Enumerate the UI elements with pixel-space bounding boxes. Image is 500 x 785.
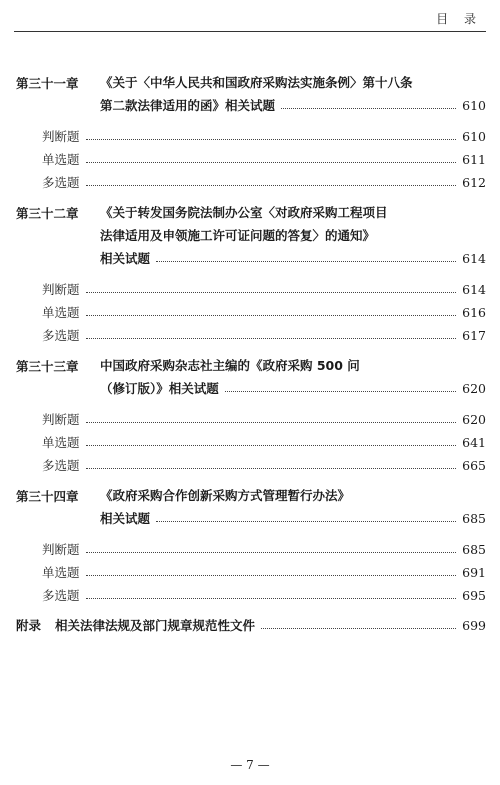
toc-item-line	[42, 432, 486, 452]
leader-dots	[86, 444, 456, 446]
item-page-number: 691	[462, 564, 486, 580]
leader-dots	[86, 467, 456, 469]
item-page-number: 614	[462, 281, 486, 297]
leader-dots	[156, 520, 456, 522]
leader-dots	[86, 314, 456, 316]
toc-item-line	[42, 409, 486, 429]
chapter-title-line: 法律适用及申领施工许可证问题的答复〉的通知》	[100, 228, 376, 243]
leader-dots	[86, 597, 456, 599]
toc-chapter-line	[0, 225, 486, 245]
header-rule	[14, 31, 486, 32]
chapter-number: 第三十四章	[16, 489, 79, 504]
toc-item-line	[42, 585, 486, 605]
chapter-title-line: 第二款法律适用的函》相关试题	[100, 98, 276, 113]
appendix-title: 相关法律法规及部门规章规范性文件	[55, 618, 256, 633]
leader-dots	[86, 551, 456, 553]
question-type-label: 多选题	[42, 458, 80, 473]
item-page-number: 641	[462, 434, 486, 450]
leader-dots	[86, 138, 456, 140]
item-page-number: 620	[462, 411, 486, 427]
chapter-title-line: 《政府采购合作创新采购方式管理暂行办法》	[100, 488, 351, 503]
toc-chapter-line	[0, 72, 486, 92]
chapter-page-number: 614	[462, 250, 486, 266]
leader-dots	[86, 291, 456, 293]
chapter-title-line: 《关于〈中华人民共和国政府采购法实施条例〉第十八条	[100, 75, 413, 90]
question-type-label: 判断题	[42, 542, 80, 557]
chapter-number: 第三十一章	[16, 76, 79, 91]
question-type-label: 多选题	[42, 328, 80, 343]
chapter-title-line: 中国政府采购杂志社主编的《政府采购 500 问	[100, 358, 360, 373]
toc-item-line	[42, 325, 486, 345]
question-type-label: 单选题	[42, 435, 80, 450]
toc-item-line	[42, 172, 486, 192]
toc-chapter-line	[0, 202, 486, 222]
chapter-title-line: （修订版）》相关试题	[100, 381, 219, 396]
item-page-number: 616	[462, 304, 486, 320]
toc-item-line	[42, 562, 486, 582]
chapter-page-number: 610	[462, 97, 486, 113]
toc-appendix-line	[16, 615, 486, 635]
chapter-number: 第三十三章	[16, 359, 79, 374]
item-page-number: 685	[462, 541, 486, 557]
leader-dots	[86, 337, 456, 339]
question-type-label: 多选题	[42, 175, 80, 190]
toc-chapter-line	[0, 248, 486, 268]
question-type-label: 单选题	[42, 565, 80, 580]
running-head: 目 录	[436, 12, 482, 26]
toc-item-line	[42, 126, 486, 146]
question-type-label: 判断题	[42, 129, 80, 144]
appendix-label: 附录	[16, 618, 42, 633]
toc-chapter-line	[0, 95, 486, 115]
item-page-number: 612	[462, 174, 486, 190]
chapter-page-number: 685	[462, 510, 486, 526]
toc-chapter-line	[0, 355, 486, 375]
toc-chapter-line	[0, 485, 486, 505]
item-page-number: 695	[462, 587, 486, 603]
item-page-number: 611	[462, 151, 486, 167]
toc-chapter-line	[0, 378, 486, 398]
item-page-number: 665	[462, 457, 486, 473]
leader-dots	[86, 574, 456, 576]
toc-item-line	[42, 149, 486, 169]
page-number-footer: — 7 —	[230, 758, 270, 772]
question-type-label: 多选题	[42, 588, 80, 603]
chapter-number: 第三十二章	[16, 206, 79, 221]
toc-chapter-line	[0, 508, 486, 528]
question-type-label: 单选题	[42, 305, 80, 320]
toc-item-line	[42, 539, 486, 559]
leader-dots	[86, 161, 456, 163]
appendix-page-number: 699	[462, 617, 486, 633]
question-type-label: 单选题	[42, 152, 80, 167]
question-type-label: 判断题	[42, 282, 80, 297]
chapter-page-number: 620	[462, 380, 486, 396]
leader-dots	[225, 390, 456, 392]
leader-dots	[86, 421, 456, 423]
leader-dots	[156, 260, 456, 262]
toc-item-line	[42, 455, 486, 475]
leader-dots	[261, 627, 456, 629]
item-page-number: 610	[462, 128, 486, 144]
leader-dots	[86, 184, 456, 186]
chapter-title-line: 《关于转发国务院法制办公室〈对政府采购工程项目	[100, 205, 388, 220]
toc-item-line	[42, 279, 486, 299]
chapter-title-line: 相关试题	[100, 251, 151, 266]
leader-dots	[281, 107, 456, 109]
chapter-title-line: 相关试题	[100, 511, 151, 526]
toc-item-line	[42, 302, 486, 322]
question-type-label: 判断题	[42, 412, 80, 427]
item-page-number: 617	[462, 327, 486, 343]
